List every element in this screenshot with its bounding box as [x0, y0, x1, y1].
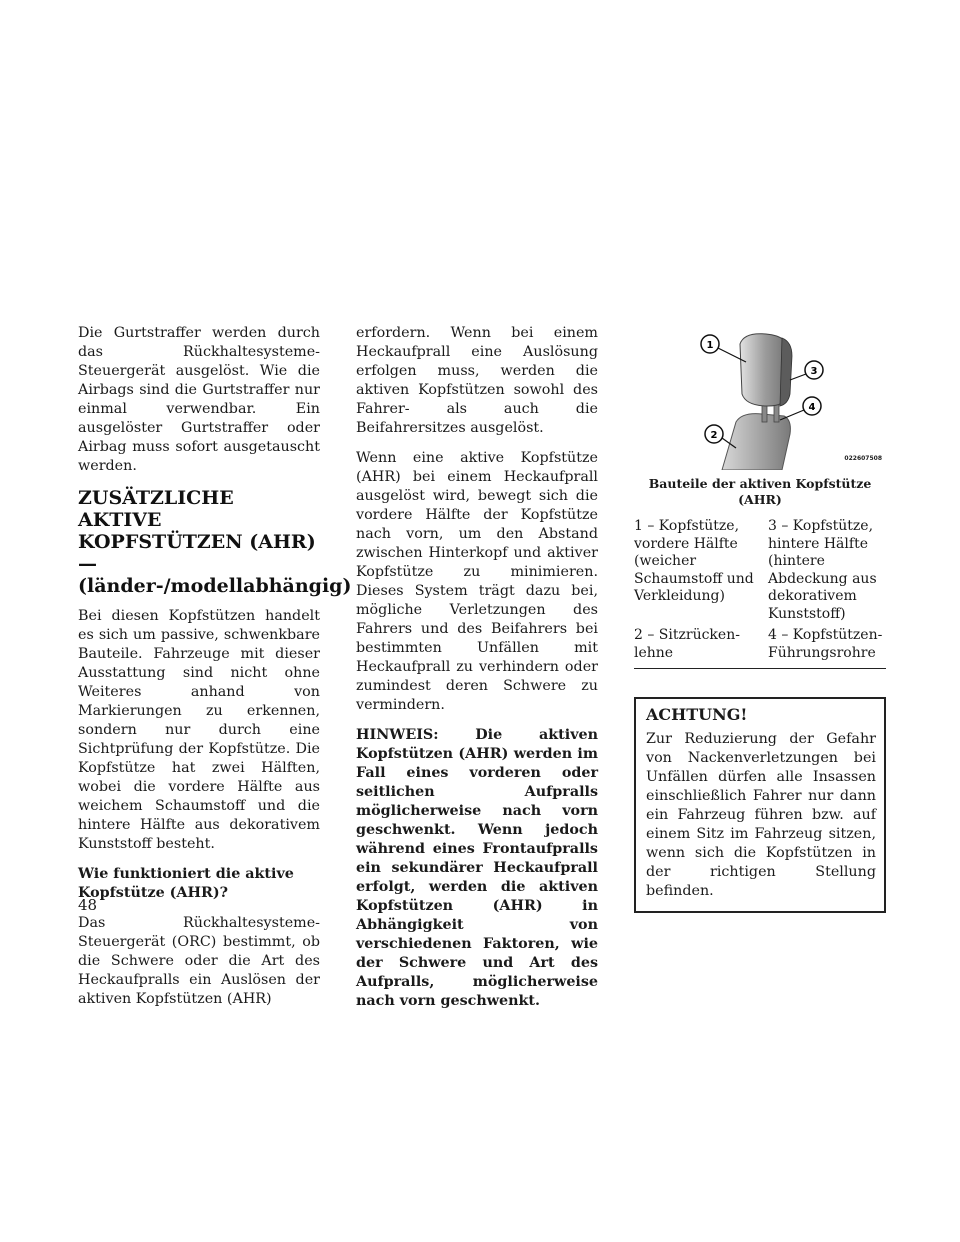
legend-item-1: 1 – Kopfstütze, vordere Hälfte (weicher Schaumstoff und Verkleidung)	[634, 518, 754, 604]
callout-number: 3	[810, 366, 818, 377]
callout-number: 1	[706, 340, 714, 351]
figure-legend	[634, 518, 886, 669]
subheading-how-ahr-works: Wie funktioniert die aktive Kopfstütze (AHR)?	[78, 866, 294, 901]
callout-number: 4	[808, 402, 816, 413]
figure-caption: Bauteile der aktiven Kopfstütze (AHR)	[648, 476, 872, 507]
section-heading-ahr	[78, 487, 352, 597]
warning-box	[634, 697, 886, 913]
headrest-figure	[634, 324, 886, 470]
text-column-middle	[356, 324, 598, 1022]
paragraph-ahr-description: Bei diesen Kopfstützen handelt es sich um passive, schwenkbare Bauteile. Fahrzeuge mit dieser Ausstattung sind nicht ohne Weiteres anhand von Markierungen zu erkennen, sondern nur durch eine Sichtprüfung der Kopfstütze. Die Kopfstütze hat zwei Hälften, wobei die vordere Hälfte aus weichem Schaumstoff und die hintere Hälfte aus dekorativem Kunststoff besteht.	[78, 608, 320, 852]
legend-item-3: 3 – Kopfstütze, hintere Hälfte (hintere Abdeckung aus dekorativem Kunststoff)	[768, 518, 877, 622]
text-column-left	[78, 324, 352, 1020]
seat-back-shape	[722, 414, 790, 470]
paragraph-deployment: erfordern. Wenn bei einem Heckaufprall eine Auslösung erfolgen muss, werden die aktiven Kopfstützen sowohl des Fahrer- als auch die Beifahrersitzes ausgelöst.	[356, 325, 598, 436]
legend-row	[634, 518, 886, 627]
note-hinweis: HINWEIS: Die aktiven Kopfstützen (AHR) werden im Fall eines vorderen oder seitlichen Aufpralls möglicherweise nach vorn geschwenkt. Wenn jedoch während eines Frontaufpralls ein sekundärer Heckaufprall erfolgt, werden die aktiven Kopfstützen (AHR) in Abhängigkeit von verschiedenen Faktoren, wie der Schwere und Art des Aufpralls, möglicherweise nach vorn geschwenkt.	[356, 727, 598, 1009]
headrest-rear-shape	[780, 338, 792, 406]
legend-row	[634, 627, 886, 666]
heading-line: ZUSÄTZLICHE AKTIVE	[78, 487, 234, 531]
figure-code: 022607508	[844, 455, 882, 462]
paragraph-ahr-function: Wenn eine aktive Kopfstütze (AHR) bei einem Heckaufprall ausgelöst wird, bewegt sich die vordere Hälfte der Kopfstütze nach vorn, um den Abstand zwischen Hinterkopf und aktiver Kopfstütze zu minimieren. Dieses System trägt dazu bei, mögliche Verletzungen des Fahrers und des Beifahrers bei bestimmten Unfällen mit Heckaufprall zu verhindern oder zumindest deren Schwere zu vermindern.	[356, 450, 598, 713]
warning-text: Zur Reduzierung der Gefahr von Nackenverletzungen bei Unfällen dürfen alle Insassen einschließlich Fahrer nur dann ein Fahrzeug führen bzw. auf einem Sitz im Fahrzeug sitzen, wenn sich die Kopfstützen in der richtigen Stellung befinden.	[646, 731, 876, 899]
paragraph-orc: Das Rückhaltesysteme-Steuergerät (ORC) bestimmt, ob die Schwere oder die Art des Heckaufpralls ein Auslösen der aktiven Kopfstützen (AHR)	[78, 915, 320, 1007]
page-number: 48	[78, 896, 98, 914]
legend-table	[634, 518, 886, 666]
callout-3	[790, 361, 823, 380]
paragraph-belt-tensioner: Die Gurtstraffer werden durch das Rückhaltesysteme-Steuergerät ausgelöst. Wie die Airbags sind die Gurtstraffer nur einmal verwendbar. Ein ausgelöster Gurtstraffer oder Airbag muss sofort ausgetauscht werden.	[78, 325, 320, 474]
text-column-right	[634, 324, 886, 913]
callout-1	[701, 335, 746, 362]
heading-line: (länder-/modellabhängig)	[78, 575, 352, 597]
callout-number: 2	[710, 430, 718, 441]
legend-item-4: 4 – KopfstützenFührungsrohre	[768, 627, 883, 661]
legend-item-2: 2 – Sitzrückenlehne	[634, 627, 740, 661]
warning-title: ACHTUNG!	[646, 705, 748, 724]
heading-line: KOPFSTÜTZEN (AHR) —	[78, 531, 316, 575]
